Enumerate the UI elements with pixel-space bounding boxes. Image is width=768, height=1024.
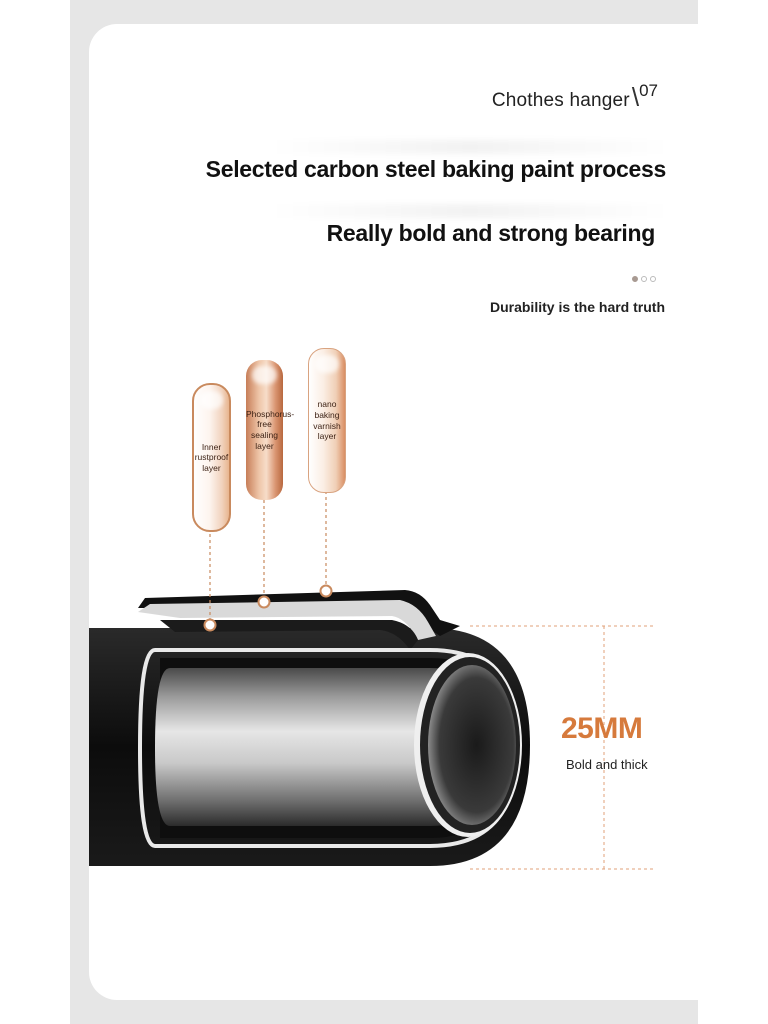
headline-primary: Selected carbon steel baking paint process [205,156,666,182]
layer-callout-rustproof [192,383,231,532]
layer-callout-label: Inner rustproof layer [194,441,229,473]
headline-secondary: Really bold and strong bearing [326,220,655,246]
layer-callout-varnish [308,348,346,493]
callout-marker-rustproof [205,620,216,631]
dimension-description: Bold and thick [566,757,648,772]
section-tag-number: 07 [639,81,658,100]
callout-marker-varnish [321,586,332,597]
callout-marker-sealing [259,597,270,608]
layer-callout-sealing [246,360,295,500]
section-tag-label: Chothes hanger [491,90,630,111]
subheadline: Durability is the hard truth [489,299,665,315]
layer-callout-label: nano baking varnish layer [313,399,341,442]
dimension-value: 25MM [561,712,643,745]
section-tag-divider: \ [631,82,640,112]
pipe-bore [428,665,516,825]
layer-callout-label: Phosphorus-free sealing layer [246,408,295,451]
